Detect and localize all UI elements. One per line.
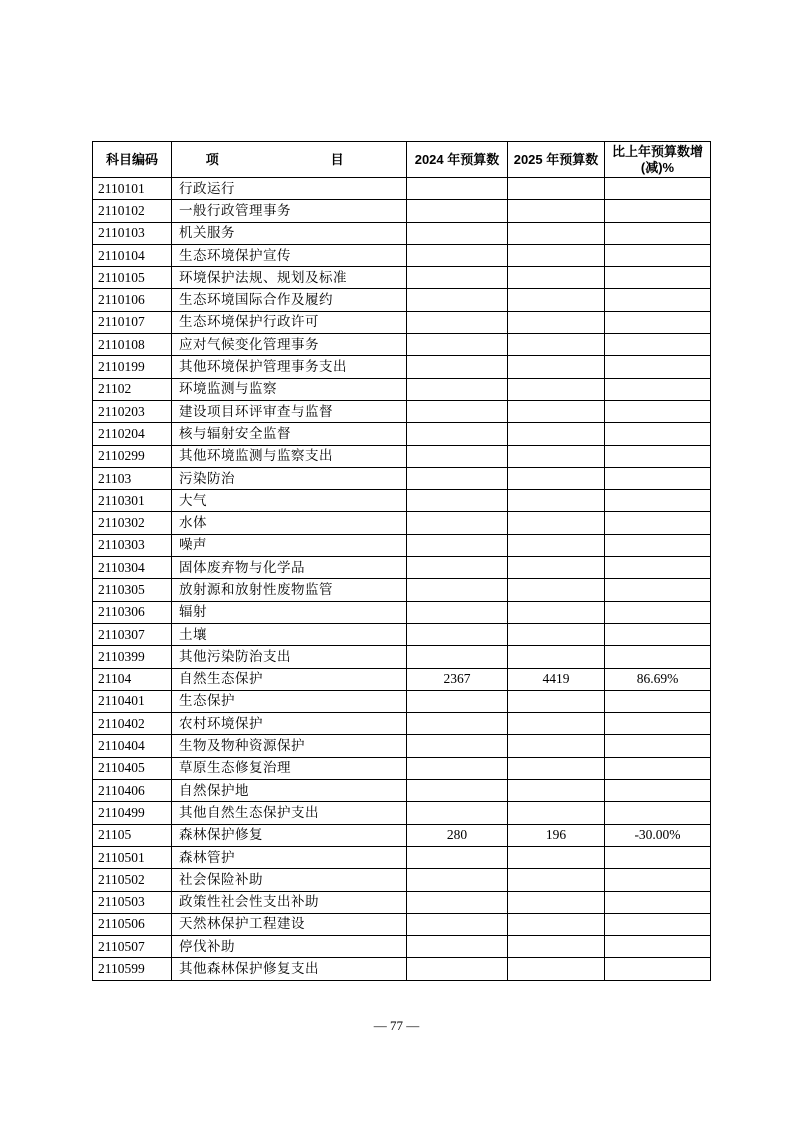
cell-budget-2025: [508, 869, 605, 891]
cell-budget-2025: [508, 512, 605, 534]
cell-budget-2025: [508, 534, 605, 556]
cell-budget-2025: [508, 467, 605, 489]
cell-code: 2110501: [93, 846, 172, 868]
table-row: [93, 869, 711, 891]
table-body: [93, 178, 711, 981]
cell-code: 2110104: [93, 244, 172, 266]
header-budget-2024: 2024 年预算数: [407, 142, 508, 178]
cell-budget-2025: [508, 713, 605, 735]
cell-change: [605, 445, 711, 467]
cell-change: -30.00%: [605, 824, 711, 846]
cell-budget-2025: 4419: [508, 668, 605, 690]
cell-budget-2025: [508, 490, 605, 512]
cell-code: 2110106: [93, 289, 172, 311]
cell-budget-2024: [407, 757, 508, 779]
cell-item: 森林保护修复: [172, 824, 407, 846]
cell-budget-2024: [407, 178, 508, 200]
cell-change: [605, 735, 711, 757]
cell-change: [605, 467, 711, 489]
cell-code: 2110304: [93, 557, 172, 579]
cell-change: [605, 891, 711, 913]
cell-budget-2024: [407, 267, 508, 289]
cell-budget-2024: [407, 846, 508, 868]
cell-code: 2110503: [93, 891, 172, 913]
cell-change: [605, 601, 711, 623]
header-item: 项 目: [172, 142, 407, 178]
cell-item: 一般行政管理事务: [172, 200, 407, 222]
cell-item: 草原生态修复治理: [172, 757, 407, 779]
table-row: [93, 601, 711, 623]
cell-budget-2024: [407, 557, 508, 579]
table-row: [93, 891, 711, 913]
cell-budget-2025: [508, 601, 605, 623]
cell-budget-2024: [407, 400, 508, 422]
cell-budget-2024: [407, 690, 508, 712]
cell-item: 自然生态保护: [172, 668, 407, 690]
cell-item: 生态保护: [172, 690, 407, 712]
cell-code: 2110401: [93, 690, 172, 712]
table-row: [93, 936, 711, 958]
table-row: [93, 913, 711, 935]
cell-code: 2110404: [93, 735, 172, 757]
cell-item: 社会保险补助: [172, 869, 407, 891]
table-row: [93, 579, 711, 601]
cell-code: 2110305: [93, 579, 172, 601]
table-row: [93, 780, 711, 802]
cell-code: 2110507: [93, 936, 172, 958]
cell-item: 核与辐射安全监督: [172, 423, 407, 445]
cell-change: [605, 400, 711, 422]
table-row: [93, 378, 711, 400]
cell-code: 2110199: [93, 356, 172, 378]
cell-code: 2110108: [93, 334, 172, 356]
table-row: [93, 267, 711, 289]
cell-change: [605, 244, 711, 266]
cell-code: 2110102: [93, 200, 172, 222]
cell-code: 2110502: [93, 869, 172, 891]
cell-item: 其他森林保护修复支出: [172, 958, 407, 980]
cell-budget-2024: [407, 646, 508, 668]
cell-change: [605, 378, 711, 400]
cell-budget-2024: [407, 378, 508, 400]
cell-budget-2024: [407, 601, 508, 623]
table-row: [93, 311, 711, 333]
cell-change: [605, 267, 711, 289]
cell-budget-2025: [508, 646, 605, 668]
cell-item: 其他污染防治支出: [172, 646, 407, 668]
table-row: [93, 490, 711, 512]
table-row: [93, 846, 711, 868]
cell-code: 2110301: [93, 490, 172, 512]
cell-budget-2024: [407, 891, 508, 913]
cell-budget-2025: [508, 200, 605, 222]
cell-item: 辐射: [172, 601, 407, 623]
cell-budget-2024: [407, 512, 508, 534]
cell-item: 水体: [172, 512, 407, 534]
cell-item: 应对气候变化管理事务: [172, 334, 407, 356]
header-change: 比上年预算数增 (减)%: [605, 142, 711, 178]
table-row: [93, 646, 711, 668]
cell-change: [605, 289, 711, 311]
cell-budget-2025: [508, 757, 605, 779]
cell-budget-2025: [508, 579, 605, 601]
cell-change: [605, 311, 711, 333]
table-row: [93, 178, 711, 200]
cell-budget-2025: [508, 356, 605, 378]
cell-budget-2025: [508, 846, 605, 868]
table-row: [93, 713, 711, 735]
cell-change: [605, 200, 711, 222]
cell-change: [605, 780, 711, 802]
cell-budget-2025: [508, 445, 605, 467]
cell-change: [605, 958, 711, 980]
cell-item: 停伐补助: [172, 936, 407, 958]
cell-budget-2025: [508, 423, 605, 445]
cell-budget-2025: [508, 178, 605, 200]
cell-item: 生物及物种资源保护: [172, 735, 407, 757]
cell-change: [605, 713, 711, 735]
cell-budget-2025: [508, 690, 605, 712]
cell-budget-2024: [407, 913, 508, 935]
cell-change: [605, 869, 711, 891]
cell-item: 放射源和放射性废物监管: [172, 579, 407, 601]
cell-budget-2025: [508, 244, 605, 266]
cell-budget-2024: [407, 356, 508, 378]
cell-change: [605, 334, 711, 356]
table-row: [93, 668, 711, 690]
cell-code: 2110405: [93, 757, 172, 779]
cell-code: 21102: [93, 378, 172, 400]
cell-budget-2024: [407, 735, 508, 757]
cell-item: 环境保护法规、规划及标准: [172, 267, 407, 289]
cell-budget-2025: [508, 623, 605, 645]
cell-budget-2025: [508, 311, 605, 333]
cell-code: 2110103: [93, 222, 172, 244]
cell-code: 2110499: [93, 802, 172, 824]
cell-budget-2025: [508, 958, 605, 980]
header-code: 科目编码: [93, 142, 172, 178]
cell-budget-2024: [407, 222, 508, 244]
table-row: [93, 623, 711, 645]
cell-budget-2024: [407, 780, 508, 802]
cell-budget-2024: [407, 869, 508, 891]
budget-table: [92, 141, 711, 981]
cell-code: 21104: [93, 668, 172, 690]
cell-item: 其他自然生态保护支出: [172, 802, 407, 824]
cell-change: [605, 356, 711, 378]
table-row: [93, 334, 711, 356]
cell-change: [605, 913, 711, 935]
cell-code: 2110306: [93, 601, 172, 623]
cell-change: [605, 222, 711, 244]
table-row: [93, 222, 711, 244]
cell-item: 污染防治: [172, 467, 407, 489]
table-row: [93, 289, 711, 311]
cell-code: 2110303: [93, 534, 172, 556]
cell-budget-2024: [407, 311, 508, 333]
table-row: [93, 423, 711, 445]
table-row: [93, 735, 711, 757]
cell-code: 2110599: [93, 958, 172, 980]
table-row: [93, 467, 711, 489]
cell-item: 天然林保护工程建设: [172, 913, 407, 935]
cell-budget-2025: [508, 557, 605, 579]
cell-change: [605, 623, 711, 645]
table-row: [93, 557, 711, 579]
cell-change: [605, 936, 711, 958]
table-row: [93, 757, 711, 779]
cell-item: 固体废弃物与化学品: [172, 557, 407, 579]
cell-item: 森林管护: [172, 846, 407, 868]
cell-item: 行政运行: [172, 178, 407, 200]
cell-code: 21105: [93, 824, 172, 846]
cell-item: 自然保护地: [172, 780, 407, 802]
table-row: [93, 400, 711, 422]
table-row: [93, 534, 711, 556]
cell-change: [605, 534, 711, 556]
cell-budget-2024: [407, 467, 508, 489]
cell-item: 其他环境监测与监察支出: [172, 445, 407, 467]
cell-item: 环境监测与监察: [172, 378, 407, 400]
cell-item: 土壤: [172, 623, 407, 645]
table-row: [93, 512, 711, 534]
cell-budget-2024: [407, 958, 508, 980]
cell-item: 机关服务: [172, 222, 407, 244]
cell-budget-2024: [407, 534, 508, 556]
cell-change: [605, 579, 711, 601]
cell-change: [605, 690, 711, 712]
cell-change: [605, 512, 711, 534]
cell-code: 2110302: [93, 512, 172, 534]
cell-change: [605, 557, 711, 579]
cell-code: 2110204: [93, 423, 172, 445]
cell-code: 2110107: [93, 311, 172, 333]
cell-item: 生态环境保护宣传: [172, 244, 407, 266]
cell-budget-2025: [508, 267, 605, 289]
cell-budget-2024: 2367: [407, 668, 508, 690]
cell-budget-2024: [407, 623, 508, 645]
page-number: — 77 —: [373, 1018, 420, 1033]
table-row: [93, 824, 711, 846]
cell-item: 建设项目环评审查与监督: [172, 400, 407, 422]
cell-code: 2110399: [93, 646, 172, 668]
cell-change: [605, 423, 711, 445]
cell-change: [605, 846, 711, 868]
cell-budget-2024: [407, 713, 508, 735]
cell-code: 2110105: [93, 267, 172, 289]
cell-item: 生态环境国际合作及履约: [172, 289, 407, 311]
table-row: [93, 244, 711, 266]
cell-code: 2110307: [93, 623, 172, 645]
cell-item: 农村环境保护: [172, 713, 407, 735]
cell-budget-2024: [407, 423, 508, 445]
cell-code: 21103: [93, 467, 172, 489]
cell-budget-2025: [508, 334, 605, 356]
cell-change: [605, 757, 711, 779]
cell-budget-2024: [407, 289, 508, 311]
cell-budget-2024: [407, 200, 508, 222]
table-row: [93, 445, 711, 467]
table-row: [93, 958, 711, 980]
cell-code: 2110406: [93, 780, 172, 802]
cell-item: 其他环境保护管理事务支出: [172, 356, 407, 378]
table-row: [93, 356, 711, 378]
table-row: [93, 690, 711, 712]
cell-budget-2024: [407, 490, 508, 512]
cell-budget-2024: [407, 802, 508, 824]
cell-change: [605, 802, 711, 824]
cell-code: 2110203: [93, 400, 172, 422]
cell-item: 噪声: [172, 534, 407, 556]
cell-change: [605, 646, 711, 668]
cell-budget-2025: [508, 289, 605, 311]
table-header-row: [93, 142, 711, 178]
cell-budget-2025: [508, 400, 605, 422]
cell-budget-2025: [508, 780, 605, 802]
cell-budget-2024: [407, 936, 508, 958]
cell-budget-2025: [508, 802, 605, 824]
cell-budget-2024: [407, 445, 508, 467]
cell-budget-2025: [508, 378, 605, 400]
cell-budget-2025: [508, 936, 605, 958]
cell-budget-2024: [407, 579, 508, 601]
cell-budget-2025: 196: [508, 824, 605, 846]
cell-code: 2110506: [93, 913, 172, 935]
cell-item: 政策性社会性支出补助: [172, 891, 407, 913]
cell-budget-2025: [508, 891, 605, 913]
cell-budget-2024: [407, 244, 508, 266]
cell-change: 86.69%: [605, 668, 711, 690]
cell-budget-2025: [508, 222, 605, 244]
table-row: [93, 200, 711, 222]
cell-budget-2025: [508, 913, 605, 935]
header-budget-2025: 2025 年预算数: [508, 142, 605, 178]
cell-budget-2024: 280: [407, 824, 508, 846]
cell-budget-2025: [508, 735, 605, 757]
cell-code: 2110299: [93, 445, 172, 467]
table-row: [93, 802, 711, 824]
cell-budget-2024: [407, 334, 508, 356]
cell-change: [605, 178, 711, 200]
cell-code: 2110402: [93, 713, 172, 735]
cell-item: 生态环境保护行政许可: [172, 311, 407, 333]
cell-code: 2110101: [93, 178, 172, 200]
cell-item: 大气: [172, 490, 407, 512]
cell-change: [605, 490, 711, 512]
